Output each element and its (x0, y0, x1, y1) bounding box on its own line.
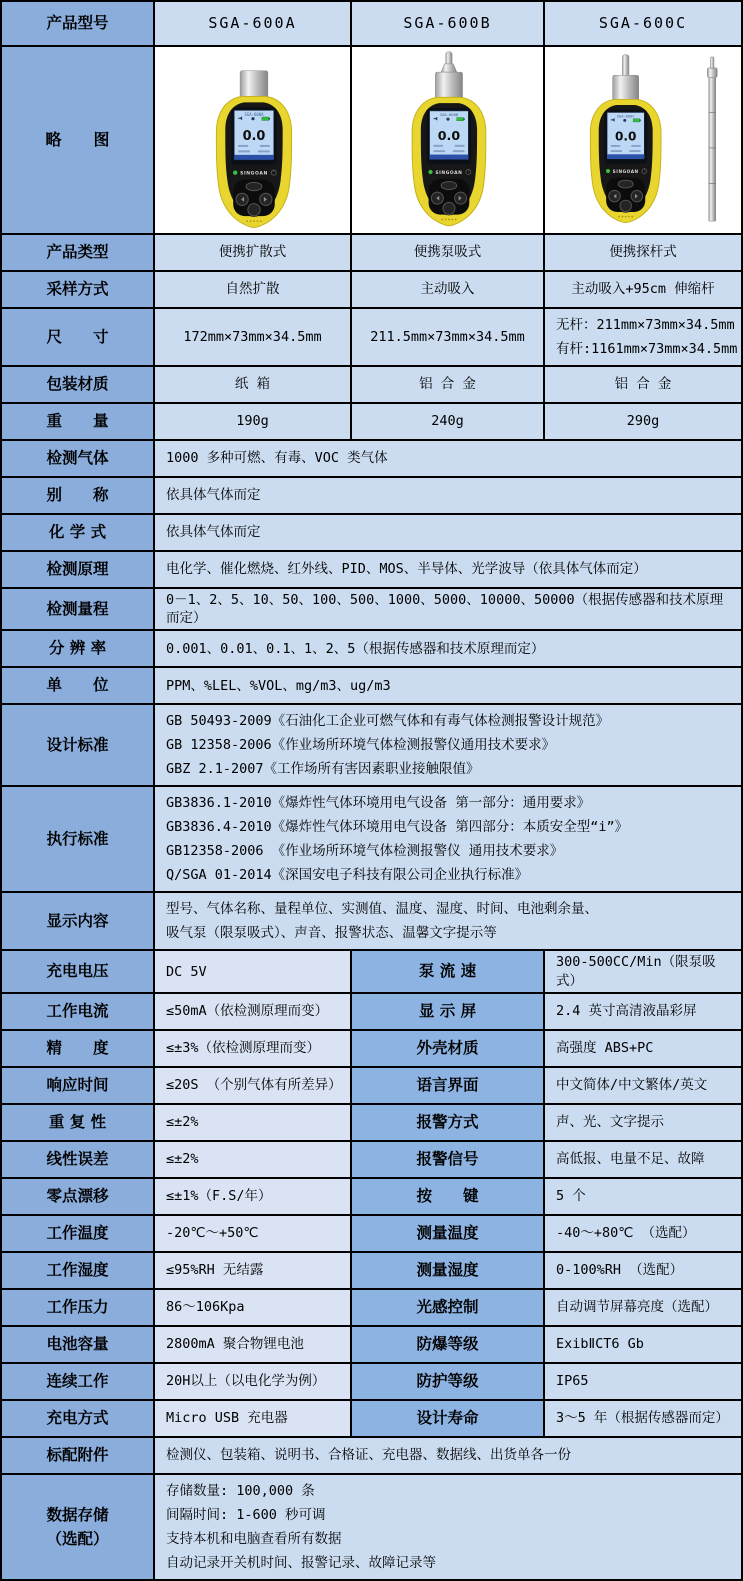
screen-info-line (631, 145, 640, 147)
row-label: 产品类型 (2, 235, 155, 272)
cell-line: GB 12358-2006《作业场所环境气体检测报警仪通用技术要求》 (166, 737, 556, 754)
spec-value: 2800mA 聚合物锂电池 (155, 1327, 352, 1364)
sampling-probe (622, 55, 629, 77)
row-label: 零点漂移 (2, 1179, 155, 1216)
spec-value: 86～106Kpa (155, 1290, 352, 1327)
gas-detector-device (216, 71, 291, 228)
spec-value: 主动吸入 (352, 272, 545, 309)
gas-reading-value: 0.0 (437, 127, 461, 143)
spec-value: 中文简体/中文繁体/英文 (545, 1068, 743, 1105)
model-name-a: SGA-600A (155, 2, 352, 47)
screen-info-line (258, 150, 270, 152)
enter-button (620, 200, 632, 212)
cell-line: GB3836.4-2010《爆炸性气体环境用电气设备 第四部分：本质安全型“i”》 (166, 819, 629, 836)
row-label-sketch: 略 图 (2, 47, 155, 235)
menu-button (246, 182, 262, 190)
spec-value: PPM、%LEL、%VOL、mg/m3、ug/m3 (155, 668, 743, 705)
spec-value: 20H以上（以电化学为例） (155, 1364, 352, 1401)
spec-value: 290g (545, 404, 743, 441)
cell-line: 间隔时间: 1-600 秒可调 (166, 1506, 326, 1523)
spec-value: 检测仪、包装箱、说明书、合格证、充电器、数据线、出货单各一份 (155, 1438, 743, 1475)
row-label: 响应时间 (2, 1068, 155, 1105)
row-label: 分 辨 率 (2, 631, 155, 668)
screen-info-line (238, 145, 248, 147)
row-label: 工作电流 (2, 994, 155, 1031)
spec-value: 240g (352, 404, 545, 441)
battery-tip (269, 118, 270, 120)
cell-line: 无杆：211mm×73mm×34.5mm (556, 317, 735, 333)
row-label: 检测原理 (2, 552, 155, 589)
row-label: 设计寿命 (352, 1401, 545, 1438)
model-name-c: SGA-600C (545, 2, 743, 47)
spec-value: ≤±2% (155, 1105, 352, 1142)
cell-line: 存储数量: 100,000 条 (166, 1482, 315, 1499)
spec-value: 铝 合 金 (545, 367, 743, 404)
row-label: 工作温度 (2, 1216, 155, 1253)
spec-value: ≤±2% (155, 1142, 352, 1179)
spec-value: DC 5V (155, 951, 352, 993)
spec-value: 纸 箱 (155, 367, 352, 404)
battery-tip (640, 120, 641, 122)
row-label: 线性误差 (2, 1142, 155, 1179)
row-label: 泵 流 速 (352, 951, 545, 993)
screen-statusbar (430, 155, 469, 160)
spec-value: ExibⅡCT6 Gb (545, 1327, 743, 1364)
row-label: 检测气体 (2, 441, 155, 478)
row-label: 设计标准 (2, 705, 155, 787)
cell-line: 支持本机和电脑查看所有数据 (166, 1530, 342, 1547)
telescopic-rod (707, 57, 717, 221)
row-label: 测量湿度 (352, 1253, 545, 1290)
row-label: 包装材质 (2, 367, 155, 404)
spec-value (155, 787, 743, 893)
spec-value: 铝 合 金 (352, 367, 545, 404)
spec-value: 0.001、0.01、0.1、1、2、5（根据传感器和技术原理而定） (155, 631, 743, 668)
screen-model-text: SGA-600C (616, 114, 635, 119)
spec-value: 电化学、催化燃烧、红外线、PID、MOS、半导体、光学波导（依具体气体而定） (155, 552, 743, 589)
row-label: 精 度 (2, 1031, 155, 1068)
row-label-line: （选配） (46, 1529, 109, 1548)
battery-icon (633, 119, 640, 122)
spec-value: 自然扩散 (155, 272, 352, 309)
battery-icon (262, 117, 269, 120)
row-label: 尺 寸 (2, 309, 155, 367)
spec-value: 0－1、2、5、10、50、100、500、1000、5000、10000、50000（根据传感器和技术原理而定） (155, 589, 743, 631)
cell-line: 吸气泵（限泵吸式）、声音、报警状态、温馨文字提示等 (166, 925, 497, 942)
spec-value: 211.5mm×73mm×34.5mm (352, 309, 545, 367)
led-indicator (428, 170, 432, 174)
fan-icon (251, 117, 254, 120)
gas-detector-device (412, 52, 486, 226)
screen-info-line (433, 150, 445, 152)
spec-value (155, 893, 743, 951)
spec-value: ≤95%RH 无结露 (155, 1253, 352, 1290)
row-label: 化 学 式 (2, 515, 155, 552)
spec-value: 声、光、文字提示 (545, 1105, 743, 1142)
cell-line: 有杆:1161mm×73mm×34.5mm (556, 341, 738, 357)
row-label-model: 产品型号 (2, 2, 155, 47)
row-label: 重 复 性 (2, 1105, 155, 1142)
row-label: 报警信号 (352, 1142, 545, 1179)
battery-tip (463, 118, 464, 120)
row-label: 测量温度 (352, 1216, 545, 1253)
spec-value: 300-500CC/Min（限泵吸式） (545, 951, 743, 993)
spec-value: 2.4 英寸高清液晶彩屏 (545, 994, 743, 1031)
fan-icon (623, 119, 626, 122)
enter-button (443, 202, 455, 214)
cell-line: Q/SGA 01-2014《深国安电子科技有限公司企业执行标准》 (166, 867, 529, 884)
gas-reading-value: 0.0 (242, 129, 266, 144)
row-label: 防爆等级 (352, 1327, 545, 1364)
led-indicator (606, 169, 610, 173)
screen-statusbar (607, 154, 644, 159)
brand-text: SINGOAN (612, 169, 639, 175)
product-photo-cell-a (155, 47, 352, 235)
spec-value: 高强度 ABS+PC (545, 1031, 743, 1068)
row-label: 采样方式 (2, 272, 155, 309)
row-label: 连续工作 (2, 1364, 155, 1401)
screen-info-line (453, 150, 465, 152)
spec-value: ≤50mA（依检测原理而变） (155, 994, 352, 1031)
model-name-b: SGA-600B (352, 2, 545, 47)
gas-reading-value: 0.0 (614, 129, 637, 144)
menu-button (441, 181, 457, 189)
row-label: 检测量程 (2, 589, 155, 631)
row-label-line: 数据存储 (46, 1505, 109, 1524)
sensor-cap (240, 71, 268, 99)
spec-value (545, 309, 743, 367)
screen-model-text: SGA-600A (244, 111, 264, 117)
row-label: 显 示 屏 (352, 994, 545, 1031)
cell-line: 型号、气体名称、量程单位、实测值、温度、湿度、时间、电池剩余量、 (166, 901, 598, 918)
menu-button (618, 180, 633, 188)
row-label: 充电电压 (2, 951, 155, 993)
row-label: 标配附件 (2, 1438, 155, 1475)
product-photo-sga-600c (545, 47, 741, 233)
row-label: 报警方式 (352, 1105, 545, 1142)
row-label: 工作压力 (2, 1290, 155, 1327)
cell-line: GB 50493-2009《石油化工企业可燃气体和有毒气体检测报警设计规范》 (166, 713, 610, 730)
probe-cone (441, 64, 457, 72)
cell-line: GBZ 2.1-2007《工作场所有害因素职业接触限值》 (166, 761, 480, 778)
row-label: 显示内容 (2, 893, 155, 951)
spec-value: 高低报、电量不足、故障 (545, 1142, 743, 1179)
enter-button (248, 204, 260, 216)
row-label: 防护等级 (352, 1364, 545, 1401)
spec-value: ≤±1%（F.S/年） (155, 1179, 352, 1216)
row-label: 光感控制 (352, 1290, 545, 1327)
spec-value: 190g (155, 404, 352, 441)
gas-detector-device (590, 55, 661, 223)
fan-icon (446, 118, 449, 121)
spec-value: 5 个 (545, 1179, 743, 1216)
screen-info-line (260, 145, 270, 147)
screen-model-text: SGA-600B (439, 112, 459, 118)
spec-value: 依具体气体而定 (155, 515, 743, 552)
spec-value: Micro USB 充电器 (155, 1401, 352, 1438)
row-label: 工作湿度 (2, 1253, 155, 1290)
cell-line: GB12358-2006 《作业场所环境气体检测报警仪 通用技术要求》 (166, 843, 564, 860)
screen-info-line (611, 145, 620, 147)
row-label: 重 量 (2, 404, 155, 441)
row-label: 别 称 (2, 478, 155, 515)
spec-value: 便携扩散式 (155, 235, 352, 272)
row-label: 电池容量 (2, 1327, 155, 1364)
row-label (2, 1475, 155, 1581)
spec-value (155, 1475, 743, 1581)
cell-line: 自动记录开关机时间、报警记录、故障记录等 (166, 1554, 436, 1571)
spec-value: 依具体气体而定 (155, 478, 743, 515)
spec-value: -40～+80℃ （选配） (545, 1216, 743, 1253)
led-indicator (233, 170, 237, 174)
spec-value: ≤±3%（依检测原理而变） (155, 1031, 352, 1068)
spec-value: 自动调节屏幕亮度（选配） (545, 1290, 743, 1327)
row-label: 按 键 (352, 1179, 545, 1216)
spec-value (155, 705, 743, 787)
row-label: 单 位 (2, 668, 155, 705)
product-photo-cell-c (545, 47, 743, 235)
screen-info-line (238, 150, 250, 152)
product-photo-sga-600a (155, 47, 350, 233)
battery-icon (457, 118, 464, 121)
spec-value: 便携探杆式 (545, 235, 743, 272)
screen-info-line (611, 150, 622, 152)
spec-value: 主动吸入+95cm 伸缩杆 (545, 272, 743, 309)
screen-info-line (455, 145, 465, 147)
row-label: 外壳材质 (352, 1031, 545, 1068)
screen-info-line (629, 150, 640, 152)
cell-line: GB3836.1-2010《爆炸性气体环境用电气设备 第一部分：通用要求》 (166, 795, 591, 812)
screen-statusbar (234, 155, 274, 160)
spec-value: 3～5 年（根据传感器而定） (545, 1401, 743, 1438)
row-label: 语言界面 (352, 1068, 545, 1105)
spec-value: -20℃～+50℃ (155, 1216, 352, 1253)
row-label: 执行标准 (2, 787, 155, 893)
product-photo-cell-b (352, 47, 545, 235)
screen-info-line (433, 145, 443, 147)
row-label: 充电方式 (2, 1401, 155, 1438)
spec-value: 172mm×73mm×34.5mm (155, 309, 352, 367)
spec-value: 0-100%RH （选配） (545, 1253, 743, 1290)
spec-value: 1000 多种可燃、有毒、VOC 类气体 (155, 441, 743, 478)
spec-value: ≤20S （个别气体有所差异） (155, 1068, 352, 1105)
sensor-cap (435, 72, 462, 99)
spec-value: 便携泵吸式 (352, 235, 545, 272)
sensor-cap (613, 75, 639, 101)
spec-value: IP65 (545, 1364, 743, 1401)
brand-text: SINGOAN (240, 171, 268, 177)
brand-text: SINGOAN (435, 170, 463, 176)
product-photo-sga-600b (352, 47, 543, 233)
